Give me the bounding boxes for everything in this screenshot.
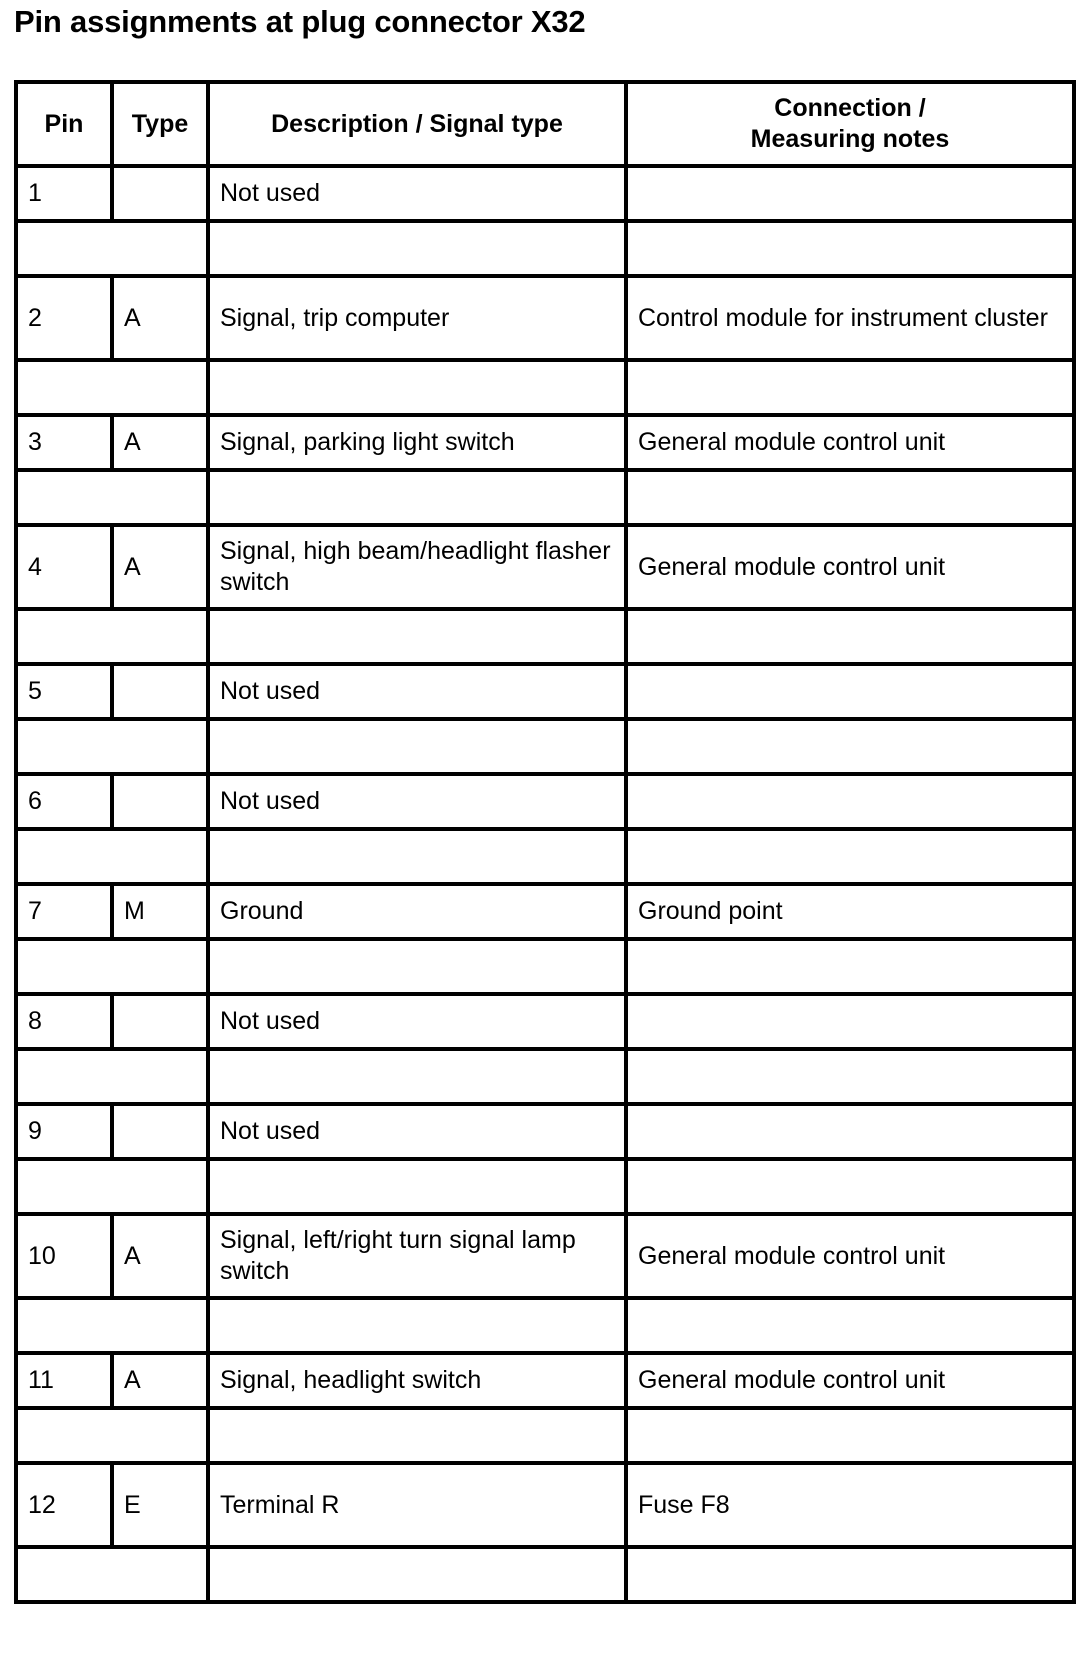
pin-assignment-table (14, 80, 1076, 1604)
spacer-row (16, 1408, 1074, 1463)
spacer-cell-connection (626, 470, 1074, 525)
table-row (16, 1104, 1074, 1159)
spacer-cell-description (208, 470, 626, 525)
connection-cell (626, 1104, 1074, 1159)
spacer-row (16, 1159, 1074, 1214)
pin-cell: 11 (16, 1353, 112, 1408)
connection-cell: General module control unit (626, 1353, 1074, 1408)
pin-cell: 3 (16, 415, 112, 470)
connection-cell: General module control unit (626, 525, 1074, 609)
type-cell (112, 994, 208, 1049)
type-cell: A (112, 1353, 208, 1408)
spacer-cell-pin-type (16, 1547, 208, 1602)
page-title: Pin assignments at plug connector X32 (14, 4, 586, 39)
spacer-cell-description (208, 829, 626, 884)
spacer-row (16, 360, 1074, 415)
spacer-cell-description (208, 1547, 626, 1602)
table-row (16, 994, 1074, 1049)
spacer-cell-pin-type (16, 221, 208, 276)
spacer-cell-description (208, 221, 626, 276)
header-connection-line2: Measuring notes (750, 125, 950, 153)
header-description: Description / Signal type (208, 82, 626, 166)
table-row (16, 664, 1074, 719)
spacer-cell-connection (626, 719, 1074, 774)
table-row (16, 774, 1074, 829)
spacer-row (16, 1547, 1074, 1602)
table-row (16, 276, 1074, 360)
pin-cell: 12 (16, 1463, 112, 1547)
type-cell: A (112, 276, 208, 360)
type-cell (112, 1104, 208, 1159)
pin-cell: 7 (16, 884, 112, 939)
spacer-cell-connection (626, 1408, 1074, 1463)
type-cell (112, 166, 208, 221)
type-cell (112, 664, 208, 719)
connection-cell: General module control unit (626, 415, 1074, 470)
type-cell (112, 774, 208, 829)
spacer-cell-pin-type (16, 1159, 208, 1214)
spacer-row (16, 1049, 1074, 1104)
type-cell: M (112, 884, 208, 939)
table-row (16, 525, 1074, 609)
description-cell: Signal, high beam/headlight flasher switch (208, 525, 626, 609)
header-type: Type (112, 82, 208, 166)
spacer-row (16, 939, 1074, 994)
spacer-cell-connection (626, 1159, 1074, 1214)
pin-cell: 10 (16, 1214, 112, 1298)
connection-cell: General module control unit (626, 1214, 1074, 1298)
table-row (16, 1214, 1074, 1298)
description-cell: Not used (208, 994, 626, 1049)
description-cell: Signal, headlight switch (208, 1353, 626, 1408)
spacer-cell-pin-type (16, 360, 208, 415)
pin-cell: 9 (16, 1104, 112, 1159)
description-cell: Signal, parking light switch (208, 415, 626, 470)
spacer-cell-connection (626, 609, 1074, 664)
spacer-cell-description (208, 609, 626, 664)
pin-cell: 5 (16, 664, 112, 719)
header-connection-line1: Connection / (774, 94, 926, 122)
description-cell: Signal, left/right turn signal lamp switch (208, 1214, 626, 1298)
table-row (16, 166, 1074, 221)
spacer-cell-pin-type (16, 470, 208, 525)
spacer-cell-description (208, 1408, 626, 1463)
spacer-cell-pin-type (16, 1408, 208, 1463)
spacer-row (16, 470, 1074, 525)
spacer-row (16, 719, 1074, 774)
pin-cell: 1 (16, 166, 112, 221)
type-cell: A (112, 1214, 208, 1298)
spacer-cell-description (208, 360, 626, 415)
description-cell: Not used (208, 664, 626, 719)
spacer-cell-connection (626, 360, 1074, 415)
connection-cell (626, 166, 1074, 221)
spacer-cell-pin-type (16, 609, 208, 664)
pin-cell: 8 (16, 994, 112, 1049)
table-row (16, 1353, 1074, 1408)
description-cell: Not used (208, 1104, 626, 1159)
description-cell: Terminal R (208, 1463, 626, 1547)
connection-cell (626, 774, 1074, 829)
spacer-cell-pin-type (16, 1049, 208, 1104)
spacer-cell-connection (626, 939, 1074, 994)
spacer-row (16, 1298, 1074, 1353)
connection-cell (626, 994, 1074, 1049)
spacer-cell-connection (626, 1049, 1074, 1104)
table-row (16, 415, 1074, 470)
connection-cell: Ground point (626, 884, 1074, 939)
spacer-cell-pin-type (16, 1298, 208, 1353)
pin-cell: 6 (16, 774, 112, 829)
spacer-cell-connection (626, 1547, 1074, 1602)
spacer-cell-connection (626, 221, 1074, 276)
pin-cell: 2 (16, 276, 112, 360)
spacer-cell-pin-type (16, 719, 208, 774)
header-connection (626, 82, 1074, 166)
type-cell: E (112, 1463, 208, 1547)
spacer-row (16, 221, 1074, 276)
description-cell: Not used (208, 774, 626, 829)
type-cell: A (112, 525, 208, 609)
spacer-row (16, 609, 1074, 664)
spacer-cell-connection (626, 1298, 1074, 1353)
description-cell: Ground (208, 884, 626, 939)
type-cell: A (112, 415, 208, 470)
spacer-cell-description (208, 1049, 626, 1104)
table-header-row (16, 82, 1074, 166)
spacer-cell-description (208, 1298, 626, 1353)
spacer-cell-description (208, 939, 626, 994)
table-body (16, 166, 1074, 1602)
description-cell: Not used (208, 166, 626, 221)
table-row (16, 884, 1074, 939)
description-cell: Signal, trip computer (208, 276, 626, 360)
table-row (16, 1463, 1074, 1547)
spacer-cell-pin-type (16, 829, 208, 884)
spacer-row (16, 829, 1074, 884)
header-pin: Pin (16, 82, 112, 166)
spacer-cell-description (208, 719, 626, 774)
spacer-cell-description (208, 1159, 626, 1214)
connection-cell (626, 664, 1074, 719)
spacer-cell-pin-type (16, 939, 208, 994)
connection-cell: Fuse F8 (626, 1463, 1074, 1547)
pin-cell: 4 (16, 525, 112, 609)
connection-cell: Control module for instrument cluster (626, 276, 1074, 360)
spacer-cell-connection (626, 829, 1074, 884)
